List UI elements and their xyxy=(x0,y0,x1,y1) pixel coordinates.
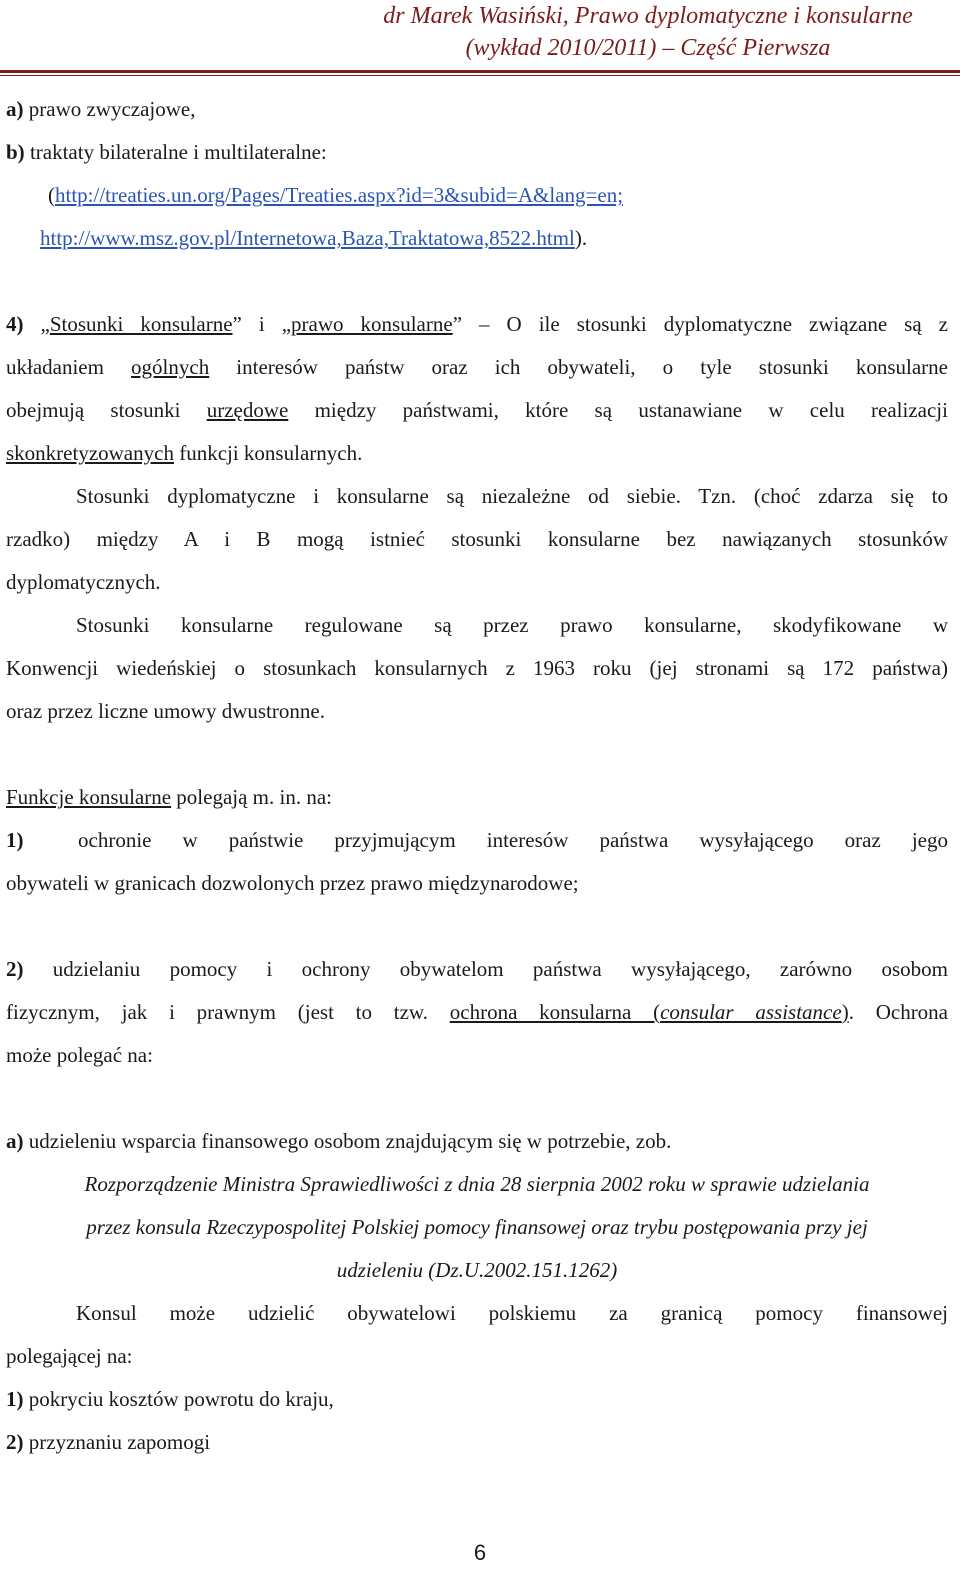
italic-term: consular assistance xyxy=(660,1000,842,1024)
quote-open: „ xyxy=(23,312,50,336)
regulation-line: Rozporządzenie Ministra Sprawiedliwości z dnia 28 sierpnia 2002 roku w sprawie udzielania xyxy=(84,1172,870,1196)
function-2-line-2 xyxy=(6,991,948,1034)
paren-open: ( xyxy=(48,183,55,207)
paragraph-line: polegającej na: xyxy=(6,1344,133,1368)
section4-line-1 xyxy=(6,303,948,346)
function-1-line-2: obywateli w granicach dozwolonych przez prawo międzynarodowe; xyxy=(6,871,579,895)
page-number: 6 xyxy=(473,1540,487,1565)
underlined-term: ochrona konsularna ( xyxy=(449,1000,661,1024)
text: obejmują stosunki xyxy=(6,398,207,422)
document-body xyxy=(6,88,948,1464)
term-stosunki-konsularne: Stosunki konsularne xyxy=(49,312,233,336)
text: interesów państw oraz ich obywateli, o tyle stosunki konsularne xyxy=(209,355,948,379)
un-treaties-link[interactable]: http://treaties.un.org/Pages/Treaties.aspx?id=3&subid=A&lang=en; xyxy=(55,183,624,207)
header-divider xyxy=(0,70,960,76)
item-label: 1) xyxy=(6,1387,24,1411)
paragraph-line: oraz przez liczne umowy dwustronne. xyxy=(6,699,325,723)
underlined-word: skonkretyzowanych xyxy=(6,441,174,465)
text: pokryciu kosztów powrotu do kraju, xyxy=(23,1387,334,1411)
item-text: traktaty bilateralne i multilateralne: xyxy=(24,140,327,164)
treaty-link-line-1 xyxy=(6,174,948,217)
source-item-b xyxy=(6,131,948,174)
treaty-link-line-2 xyxy=(6,217,948,260)
spacer xyxy=(6,905,948,948)
text: funkcji konsularnych. xyxy=(173,441,363,465)
paren-close: ). xyxy=(574,226,588,250)
paragraph-line: dyplomatycznych. xyxy=(6,570,161,594)
item-label: b) xyxy=(6,140,25,164)
regulation-line: udzieleniu (Dz.U.2002.151.1262) xyxy=(336,1258,618,1282)
spacer xyxy=(6,1077,948,1120)
underlined-heading: Funkcje konsularne xyxy=(6,785,172,809)
quote-mid: ” i „ xyxy=(232,312,292,336)
support-subitem-2 xyxy=(6,1421,948,1464)
function-2-line-3: może polegać na: xyxy=(6,1043,153,1067)
paragraph-line: Stosunki dyplomatyczne i konsularne są niezależne od siebie. Tzn. (choć zdarza się to xyxy=(76,484,948,508)
text: fizycznym, jak i prawnym (jest to tzw. xyxy=(6,1000,450,1024)
text: udzieleniu wsparcia finansowego osobom znajdującym się w potrzebie, zob. xyxy=(23,1129,672,1153)
header-title: dr Marek Wasiński, Prawo dyplomatyczne i konsularne xyxy=(383,3,913,29)
section4-line-2 xyxy=(6,346,948,389)
paragraph-line: Stosunki konsularne regulowane są przez prawo konsularne, skodyfikowane w xyxy=(76,613,948,637)
text: udzielaniu pomocy i ochrony obywatelom państwa wysyłającego, zarówno osobom xyxy=(23,957,948,981)
underlined-term: ) xyxy=(841,1000,849,1024)
text: . Ochrona xyxy=(848,1000,949,1024)
source-item-a xyxy=(6,88,948,131)
regulation-line: przez konsula Rzeczypospolitej Polskiej pomocy finansowej oraz trybu postępowania przy jej xyxy=(86,1215,868,1239)
item-label: 2) xyxy=(6,957,24,981)
function-1-line-1 xyxy=(6,819,948,862)
text: polegają m. in. na: xyxy=(171,785,333,809)
support-subitem-1 xyxy=(6,1378,948,1421)
text: ochronie w państwie przyjmującym interesów państwa wysyłającego oraz jego xyxy=(78,828,948,852)
functions-heading xyxy=(6,776,948,819)
section-text: ” – O ile stosunki dyplomatyczne związane są z xyxy=(452,312,948,336)
item-text: prawo zwyczajowe, xyxy=(23,97,196,121)
section-number: 4) xyxy=(6,312,24,336)
spacer xyxy=(6,260,948,303)
section4-line-3 xyxy=(6,389,948,432)
spacer xyxy=(6,733,948,776)
support-item-a xyxy=(6,1120,948,1163)
term-prawo-konsularne: prawo konsularne xyxy=(291,312,453,336)
item-label: a) xyxy=(6,97,24,121)
header-subtitle: (wykład 2010/2011) – Część Pierwsza xyxy=(465,35,831,61)
paragraph-line: Konsul może udzielić obywatelowi polskiemu za granicą pomocy finansowej xyxy=(76,1301,948,1325)
function-2-line-1 xyxy=(6,948,948,991)
page-header xyxy=(348,0,948,64)
underlined-word: urzędowe xyxy=(206,398,289,422)
section4-line-4 xyxy=(6,432,948,475)
item-label: 2) xyxy=(6,1430,24,1454)
text: przyznaniu zapomogi xyxy=(23,1430,211,1454)
item-label: a) xyxy=(6,1129,24,1153)
msz-treaties-link[interactable]: http://www.msz.gov.pl/Internetowa,Baza,Traktatowa,8522.html xyxy=(40,226,575,250)
paragraph-line: Konwencji wiedeńskiej o stosunkach konsularnych z 1963 roku (jej stronami są 172 państwa) xyxy=(6,656,948,680)
item-label: 1) xyxy=(6,828,24,852)
text: układaniem xyxy=(6,355,132,379)
underlined-word: ogólnych xyxy=(131,355,210,379)
text: między państwami, które są ustanawiane w celu realizacji xyxy=(288,398,948,422)
paragraph-line: rzadko) między A i B mogą istnieć stosunki konsularne bez nawiązanych stosunków xyxy=(6,527,948,551)
